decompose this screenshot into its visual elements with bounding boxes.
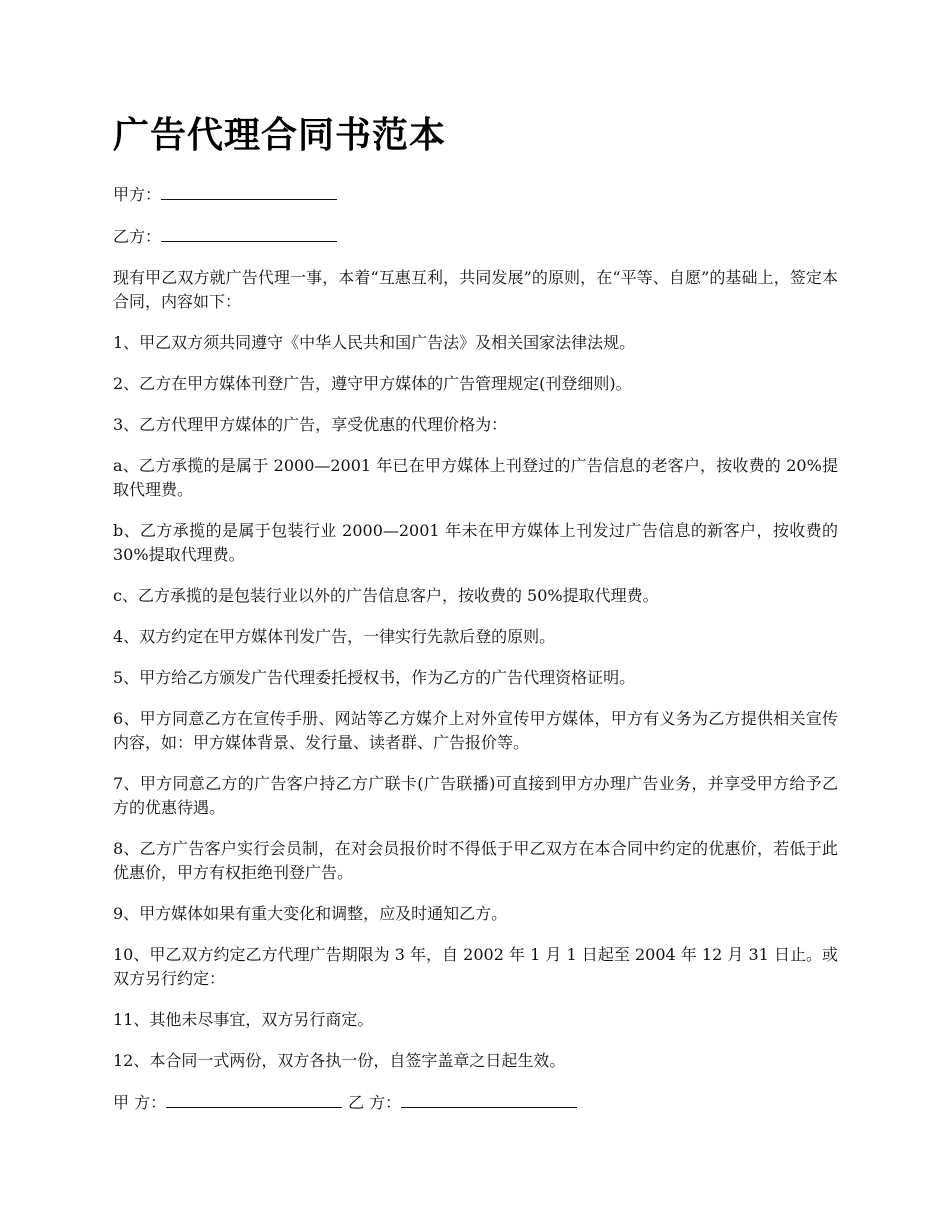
signature-row [113,1090,838,1115]
clause-9: 9、甲方媒体如果有重大变化和调整，应及时通知乙方。 [113,904,508,923]
party-b-line [113,224,838,249]
clause-3c: c、乙方承揽的是包装行业以外的广告信息客户，按收费的 50%提取代理费。 [113,586,659,605]
party-a-blank [161,182,337,200]
clause-7: 7、甲方同意乙方的广告客户持乙方广联卡(广告联播)可直接到甲方办理广告业务，并享受甲方给予乙方的优惠待遇。 [113,774,838,817]
signature-party-b-label: 乙 方： [348,1093,402,1112]
contract-document [113,112,838,1115]
party-b-label: 乙方： [113,227,162,246]
clause-6: 6、甲方同意乙方在宣传手册、网站等乙方媒介上对外宣传甲方媒体，甲方有义务为乙方提供相关宣传内容，如：甲方媒体背景、发行量、读者群、广告报价等。 [113,709,838,752]
party-a-label: 甲方： [113,185,162,204]
clause-2: 2、乙方在甲方媒体刊登广告，遵守甲方媒体的广告管理规定(刊登细则)。 [113,374,632,393]
signature-party-b-blank [401,1090,577,1108]
clause-3: 3、乙方代理甲方媒体的广告，享受优惠的代理价格为： [113,415,508,434]
document-title: 广告代理合同书范本 [113,115,447,156]
clause-10: 10、甲乙双方约定乙方代理广告期限为 3 年，自 2002 年 1 月 1 日起至 2004 年 12 月 31 日止。或双方另行约定： [113,945,838,988]
intro-paragraph: 现有甲乙双方就广告代理一事，本着“互惠互利，共同发展”的原则，在“平等、自愿”的基础上，签定本合同，内容如下： [113,268,838,311]
clause-8: 8、乙方广告客户实行会员制，在对会员报价时不得低于甲乙双方在本合同中约定的优惠价，若低于此优惠价，甲方有权拒绝刊登广告。 [113,839,838,882]
clause-1: 1、甲乙双方须共同遵守《中华人民共和国广告法》及相关国家法律法规。 [113,333,636,352]
party-b-blank [161,224,337,242]
clause-5: 5、甲方给乙方颁发广告代理委托授权书，作为乙方的广告代理资格证明。 [113,668,636,687]
clause-3a: a、乙方承揽的是属于 2000—2001 年已在甲方媒体上刊登过的广告信息的老客户，按收费的 20%提取代理费。 [113,456,838,499]
clause-12: 12、本合同一式两份，双方各执一份，自签字盖章之日起生效。 [113,1051,566,1070]
signature-party-a-label: 甲 方： [113,1093,167,1112]
clause-4: 4、双方约定在甲方媒体刊发广告，一律实行先款后登的原则。 [113,627,556,646]
clause-3b: b、乙方承揽的是属于包装行业 2000—2001 年未在甲方媒体上刊发过广告信息的新客户，按收费的 30%提取代理费。 [113,521,838,564]
party-a-line [113,182,838,207]
signature-party-a-blank [166,1090,342,1108]
clause-11: 11、其他未尽事宜，双方另行商定。 [113,1010,374,1029]
